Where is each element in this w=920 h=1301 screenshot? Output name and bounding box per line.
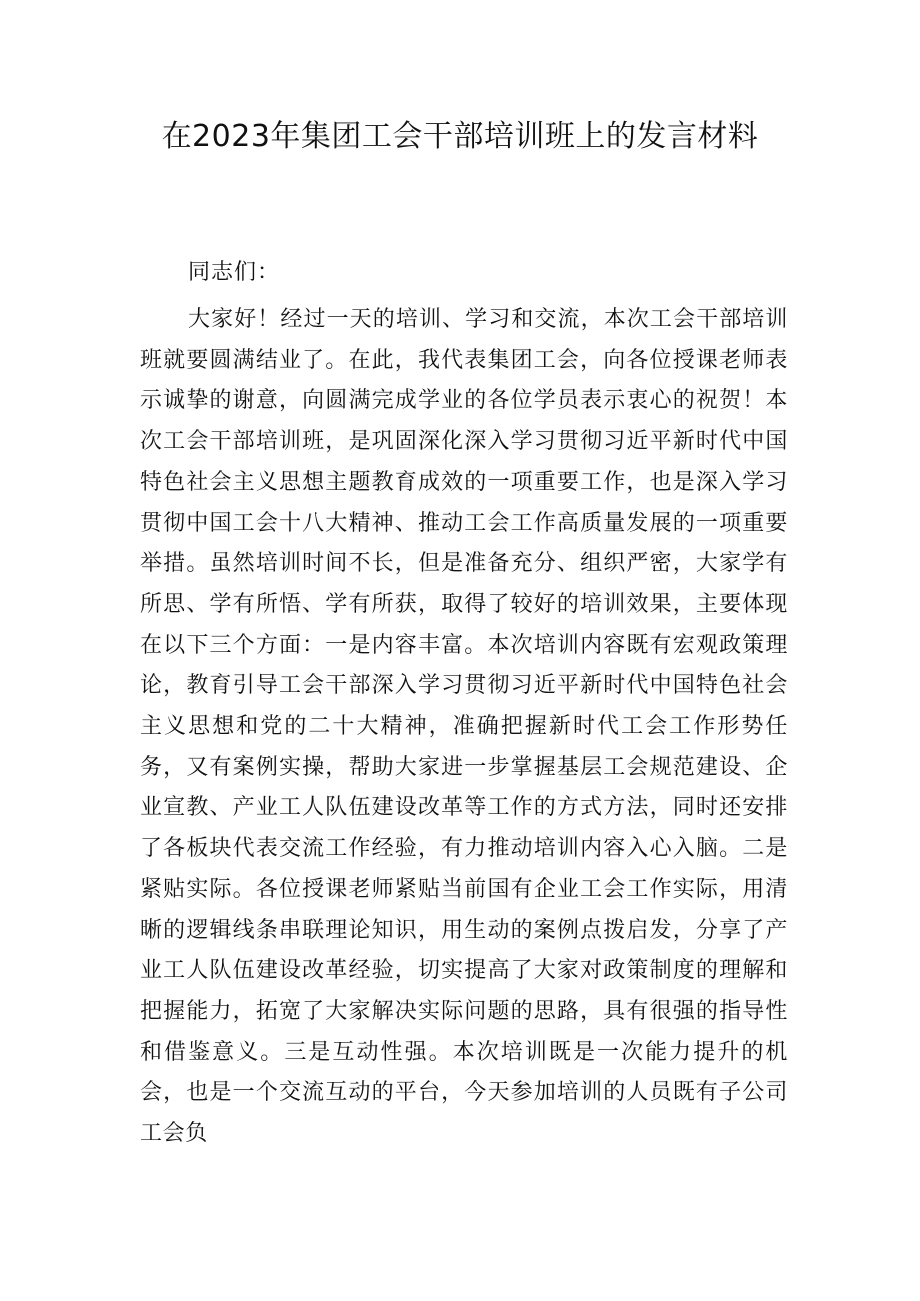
body-paragraph: 大家好！经过一天的培训、学习和交流，本次工会干部培训班就要圆满结业了。在此，我代表集团工会，向各位授课老师表示诚挚的谢意，向圆满完成学业的各位学员表示衷心的祝贺！本次工会干部培训班，是巩固深化深入学习贯彻习近平新时代中国特色社会主义思想主题教育成效的一项重要工作，也是深入学习贯彻中国工会十八大精神、推动工会工作高质量发展的一项重要举措。虽然培训时间不长，但是准备充分、组织严密，大家学有所思、学有所悟、学有所获，取得了较好的培训效果，主要体现在以下三个方面：一是内容丰富。本次培训内容既有宏观政策理论，教育引导工会干部深入学习贯彻习近平新时代中国特色社会主义思想和党的二十大精神，准确把握新时代工会工作形势任务，又有案例实操，帮助大家进一步掌握基层工会规范建设、企业宣教、产业工人队伍建设改革等工作的方式方法，同时还安排了各板块代表交流工作经验，有力推动培训内容入心入脑。二是紧贴实际。各位授课老师紧贴当前国有企业工会工作实际，用清晰的逻辑线条串联理论知识，用生动的案例点拨启发，分享了产业工人队伍建设改革经验，切实提高了大家对政策制度的理解和把握能力，拓宽了大家解决实际问题的思路，具有很强的指导性和借鉴意义。三是互动性强。本次培训既是一次能力提升的机会，也是一个交流互动的平台，今天参加培训的人员既有子公司工会负 <box>140 307 788 1147</box>
document-title: 在2023年集团工会干部培训班上的发言材料 <box>161 119 759 154</box>
salutation: 同志们： <box>188 260 281 285</box>
